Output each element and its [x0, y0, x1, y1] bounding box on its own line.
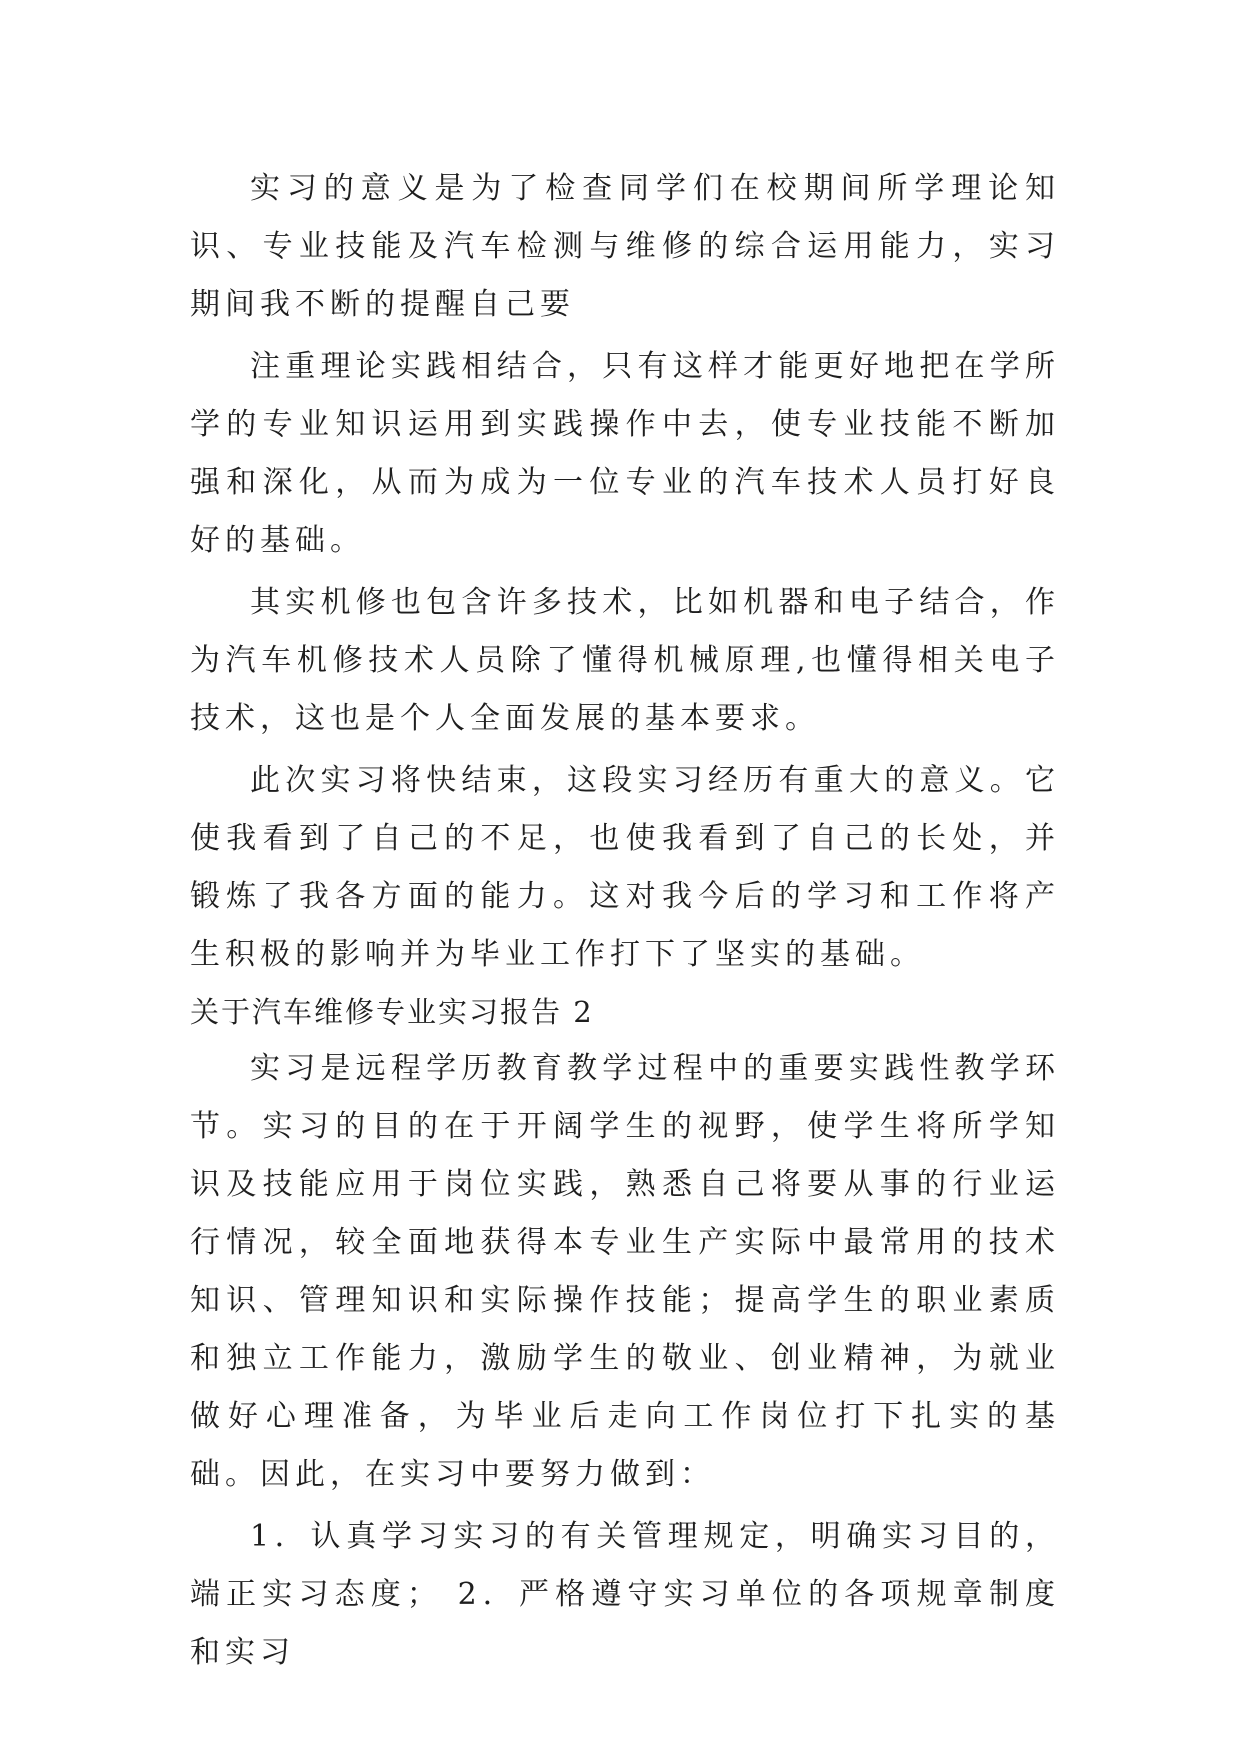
paragraph-internship-conclusion: 此次实习将快结束，这段实习经历有重大的意义。它使我看到了自己的不足，也使我看到了自己的长处，并锻炼了我各方面的能力。这对我今后的学习和工作将产生积极的影响并为毕业工作打下了坚实的基础。 [190, 763, 1060, 972]
paragraph-internship-meaning: 实习的意义是为了检查同学们在校期间所学理论知识、专业技能及汽车检测与维修的综合运用能力，实习期间我不断的提醒自己要 [190, 171, 1060, 322]
paragraph-repair-technology: 其实机修也包含许多技术，比如机器和电子结合，作为汽车机修技术人员除了懂得机械原理,也懂得相关电子技术，这也是个人全面发展的基本要求。 [190, 585, 1060, 736]
paragraph-internship-purpose: 实习是远程学历教育教学过程中的重要实践性教学环节。实习的目的在于开阔学生的视野，使学生将所学知识及技能应用于岗位实践，熟悉自己将要从事的行业运行情况，较全面地获得本专业生产实际中最常用的技术知识、管理知识和实际操作技能；提高学生的职业素质和独立工作能力，激励学生的敬业、创业精神，为就业做好心理准备，为毕业后走向工作岗位打下扎实的基础。因此，在实习中要努力做到： [190, 1051, 1060, 1492]
document-body [190, 160, 1060, 1682]
paragraph-internship-rules: 1．认真学习实习的有关管理规定，明确实习目的，端正实习态度； 2．严格遵守实习单位的各项规章制度和实习 [190, 1519, 1060, 1670]
paragraph-theory-practice: 注重理论实践相结合，只有这样才能更好地把在学所学的专业知识运用到实践操作中去，使专业技能不断加强和深化，从而为成为一位专业的汽车技术人员打好良好的基础。 [190, 349, 1060, 558]
section-heading: 关于汽车维修专业实习报告 2 [190, 995, 594, 1029]
